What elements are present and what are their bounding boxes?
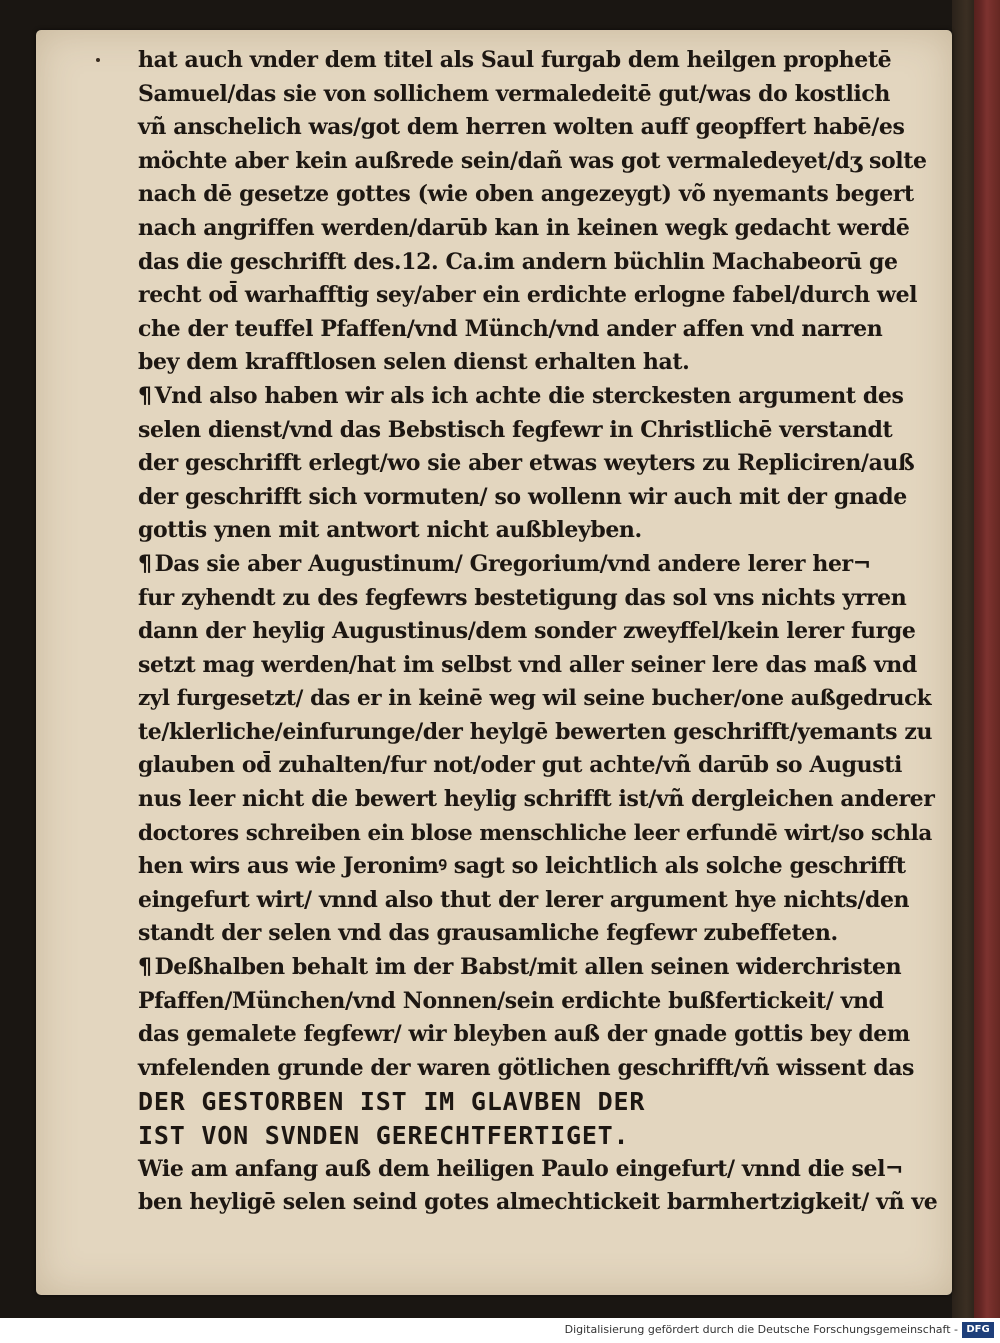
text-line: fur zyhendt zu des fegfewrs bestetigung das sol vns nichts yrren bbox=[138, 584, 907, 611]
capitals-line: DER GESTORBEN IST IM GLAVBEN DER bbox=[138, 1087, 646, 1117]
text-line: setzt mag werden/hat im selbst vnd aller seiner lere das maß vnd bbox=[138, 651, 917, 678]
text-line: das die geschrifft des.12. Ca.im andern büchlin Machabeorū ge bbox=[138, 248, 898, 275]
text-line: dann der heylig Augustinus/dem sonder zweyffel/kein lerer furge bbox=[138, 618, 916, 645]
text-line: Das sie aber Augustinum/ Gregorium/vnd andere lerer her¬ bbox=[154, 550, 871, 577]
text-line: nach angriffen werden/darūb kan in keinen wegk gedacht werdē bbox=[138, 214, 910, 241]
page-text bbox=[138, 44, 938, 1220]
text-line: zyl furgesetzt/ das er in keinē weg wil seine bucher/one außgedruck bbox=[138, 686, 932, 712]
text-line: Vnd also haben wir als ich achte die sterckesten argument des bbox=[154, 382, 904, 409]
text-line: hat auch vnder dem titel als Saul furgab dem heilgen prophetē bbox=[138, 47, 892, 73]
text-line: recht od̄ warhafftig sey/aber ein erdichte erlogne fabel/durch wel bbox=[138, 282, 918, 309]
text-line: vñ anschelich was/got dem herren wolten auff geopffert habē/es bbox=[138, 114, 905, 141]
text-line: doctores schreiben ein blose menschliche leer erfundē wirt/so schla bbox=[138, 820, 932, 846]
text-line: te/klerliche/einfurunge/der heylgē bewerten geschrifft/yemants zu bbox=[138, 718, 933, 745]
capitals-line: IST VON SVNDEN GERECHTFERTIGET. bbox=[138, 1121, 630, 1150]
text-line: der geschrifft erlegt/wo sie aber etwas weyters zu Repliciren/auß bbox=[138, 450, 915, 477]
pilcrow-icon: ¶ bbox=[138, 955, 152, 981]
text-line: bey dem krafftlosen selen dienst erhalten hat. bbox=[138, 349, 690, 376]
footer-bar bbox=[0, 1318, 1000, 1343]
text-line: Deßhalben behalt im der Babst/mit allen seinen widerchristen bbox=[154, 954, 902, 981]
ink-speck bbox=[96, 58, 100, 62]
pilcrow-icon: ¶ bbox=[138, 383, 152, 409]
text-line: Pfaffen/München/vnd Nonnen/sein erdichte bußfertickeit/ vnd bbox=[138, 987, 884, 1014]
text-line: das gemalete fegfewr/ wir bleyben auß der gnade gottis bey dem bbox=[138, 1021, 910, 1048]
paragraph-line bbox=[138, 951, 938, 985]
text-line: glauben od̄ zuhalten/fur not/oder gut achte/vñ darūb so Augusti bbox=[138, 752, 902, 779]
text-line: hen wirs aus wie Jeronimꝰ sagt so leichtlich als solche geschrifft bbox=[138, 853, 906, 880]
text-line: nus leer nicht die bewert heylig schrifft ist/vñ dergleichen anderer bbox=[138, 786, 935, 813]
text-line: nach dē gesetze gottes (wie oben angezeygt) võ nyemants begert bbox=[138, 181, 914, 208]
text-line: eingefurt wirt/ vnnd also thut der lerer argument hye nichts/den bbox=[138, 886, 910, 913]
text-line: standt der selen vnd das grausamliche fegfewr zubeffeten. bbox=[138, 920, 838, 947]
binding-edge bbox=[974, 0, 1000, 1318]
paragraph-line bbox=[138, 548, 938, 582]
paragraph-line bbox=[138, 380, 938, 414]
text-line: gottis ynen mit antwort nicht außbleyben. bbox=[138, 517, 642, 544]
text-line: möchte aber kein außrede sein/dañ was got vermaledeyet/dʒ solte bbox=[138, 147, 927, 174]
text-line: vnfelenden grunde der waren götlichen geschrifft/vñ wissent das bbox=[138, 1054, 915, 1081]
text-line: che der teuffel Pfaffen/vnd Münch/vnd ander affen vnd narren bbox=[138, 315, 883, 342]
text-line: Samuel/das sie von sollichem vermaledeitē gut/was do kostlich bbox=[138, 80, 890, 107]
text-line: ben heyligē selen seind gotes almechtickeit barmhertzigkeit/ vñ ve bbox=[138, 1189, 938, 1216]
dfg-logo[interactable]: DFG bbox=[962, 1322, 994, 1338]
pilcrow-icon: ¶ bbox=[138, 551, 152, 577]
text-line: der geschrifft sich vormuten/ so wollenn wir auch mit der gnade bbox=[138, 483, 907, 510]
text-line: selen dienst/vnd das Bebstisch fegfewr in Christlichē verstandt bbox=[138, 416, 893, 443]
funding-credit: Digitalisierung gefördert durch die Deutsche Forschungsgemeinschaft - bbox=[564, 1323, 958, 1336]
text-line: Wie am anfang auß dem heiligen Paulo eingefurt/ vnnd die sel¬ bbox=[138, 1155, 904, 1182]
